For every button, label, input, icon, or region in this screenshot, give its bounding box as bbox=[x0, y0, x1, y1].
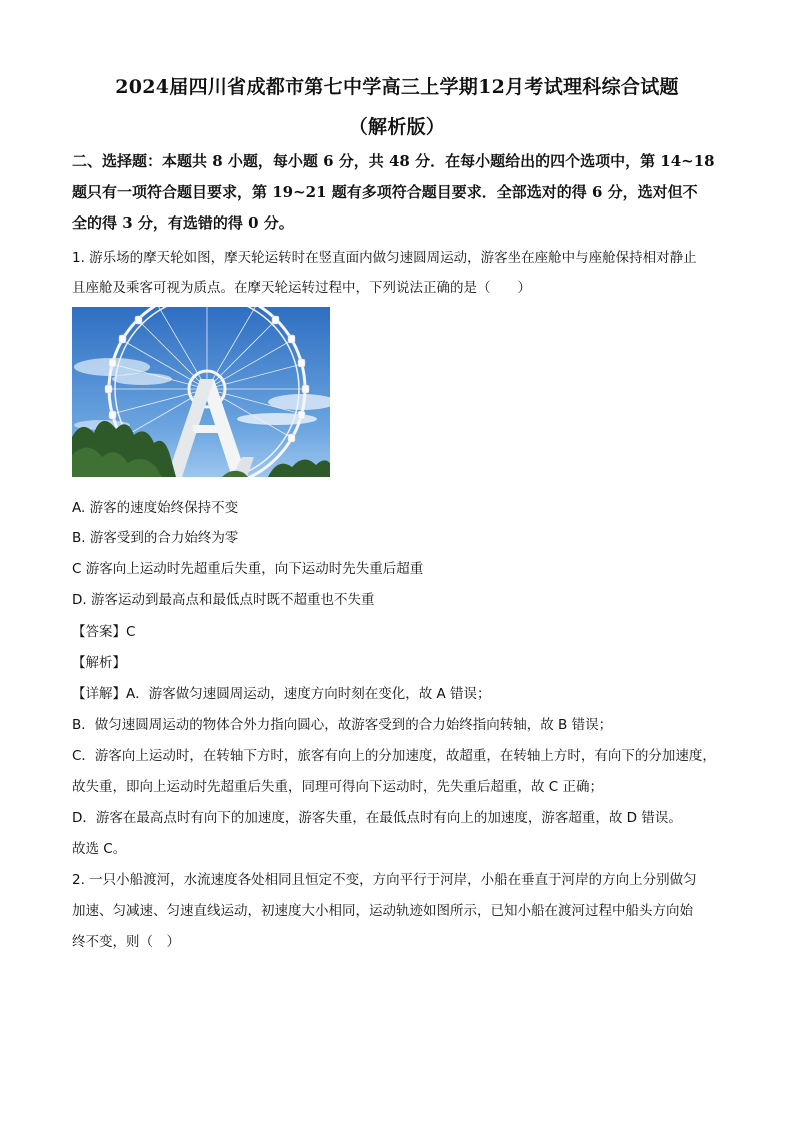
question-2-stem-line-1: 2. 一只小船渡河，水流速度各处相同且恒定不变，方向平行于河岸，小船在垂直于河岸的方向上分别做匀 bbox=[72, 872, 697, 888]
question-1-option-c: C 游客向上运动时先超重后失重，向下运动时先失重后超重 bbox=[72, 561, 424, 577]
question-2-stem-line-3: 终不变，则（ ） bbox=[72, 934, 180, 950]
explanation-line-6: 故选 C。 bbox=[72, 841, 127, 857]
explanation-line-3: C．游客向上运动时，在转轴下方时，旅客有向上的分加速度，故超重，在转轴上方时，有向下的分加速度， bbox=[72, 748, 716, 764]
ferris-wheel-photo bbox=[72, 307, 330, 477]
section-instructions-line-2: 题只有一项符合题目要求，第 19~21 题有多项符合题目要求．全部选对的得 6 分，选对但不 bbox=[72, 183, 698, 201]
analysis-label: 【解析】 bbox=[72, 655, 126, 671]
answer-row bbox=[72, 620, 724, 640]
page-subtitle: （解析版） bbox=[348, 116, 446, 138]
section-instructions-line-1: 二、选择题：本题共 8 小题，每小题 6 分，共 48 分．在每小题给出的四个选项中，第 14~18 bbox=[72, 152, 715, 170]
explanation-line-2: B．做匀速圆周运动的物体合外力指向圆心，故游客受到的合力始终指向转轴，故 B 错误； bbox=[72, 717, 613, 733]
answer-value: C bbox=[126, 624, 136, 640]
page-title: 2024届四川省成都市第七中学高三上学期12月考试理科综合试题 bbox=[115, 76, 679, 98]
section-instructions-line-3: 全的得 3 分，有选错的得 0 分。 bbox=[72, 214, 294, 232]
question-2-stem-line-2: 加速、匀减速、匀速直线运动，初速度大小相同，运动轨迹如图所示，已知小船在渡河过程中船头方向始 bbox=[72, 903, 693, 919]
question-1-option-d: D. 游客运动到最高点和最低点时既不超重也不失重 bbox=[72, 592, 375, 608]
explanation-line-5: D．游客在最高点时有向下的加速度，游客失重，在最低点时有向上的加速度，游客超重，故 D 错误。 bbox=[72, 810, 682, 826]
question-1-option-a: A. 游客的速度始终保持不变 bbox=[72, 500, 239, 516]
answer-label: 【答案】 bbox=[72, 624, 126, 640]
question-1-option-b: B. 游客受到的合力始终为零 bbox=[72, 530, 239, 546]
explanation-line-1: 【详解】A．游客做匀速圆周运动，速度方向时刻在变化，故 A 错误； bbox=[72, 686, 491, 702]
explanation-line-4: 故失重，即向上运动时先超重后失重，同理可得向下运动时，先失重后超重，故 C 正确； bbox=[72, 779, 604, 795]
question-1-stem-line-1: 1. 游乐场的摩天轮如图，摩天轮运转时在竖直面内做匀速圆周运动，游客坐在座舱中与座舱保持相对静止 bbox=[72, 250, 697, 266]
question-1-stem-line-2: 且座舱及乘客可视为质点。在摩天轮运转过程中，下列说法正确的是（ ） bbox=[72, 280, 531, 296]
